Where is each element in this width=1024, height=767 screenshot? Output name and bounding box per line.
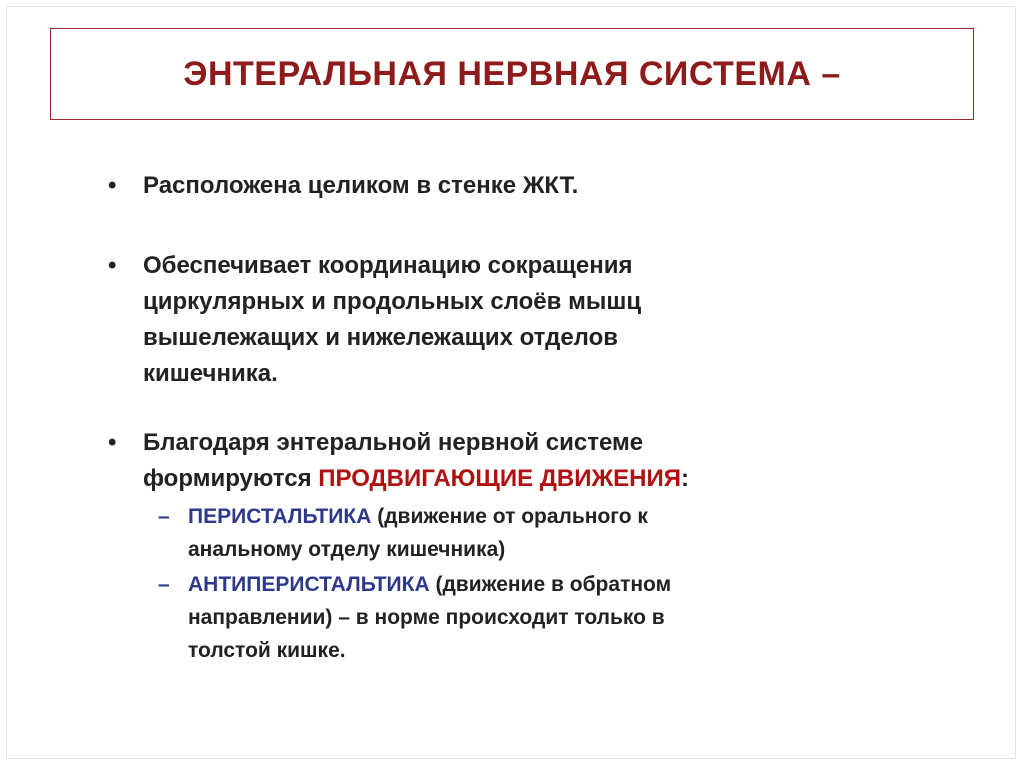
bullet-2-line-3: вышележащих и нижележащих отделов [143,324,619,351]
bullet-2-line-2: циркулярных и продольных слоёв мышц [143,288,642,315]
bullet-3-line-2 [143,461,903,497]
bullet-3-text [143,425,903,497]
sub-bullet-1-text [188,500,888,566]
sub-bullet-1-line-1-rest: (движение от орального к [371,505,648,528]
bullet-2-line-1: Обеспечивает координацию сокращения [143,252,633,279]
sub-bullet-2-line-1-rest: (движение в обратном [429,573,672,596]
term-peristalsis: ПЕРИСТАЛЬТИКА [188,505,372,528]
bullet-3-line-1: Благодаря энтеральной нервной системе [143,429,644,456]
bullet-marker: • [108,172,117,199]
highlight-propulsive-movements: ПРОДВИГАЮЩИЕ ДВИЖЕНИЯ [318,465,681,492]
bullet-2-line-4: кишечника. [143,360,278,387]
sub-bullet-2-line-1 [188,568,888,601]
bullet-3-line-2-prefix: формируются [143,465,319,492]
bullet-3-line-2-suffix: : [681,465,689,492]
bullet-2-text [143,248,903,392]
sub-bullet-dash: – [158,505,170,528]
bullet-1-line-1: Расположена целиком в стенке ЖКТ. [143,172,579,199]
term-antiperistalsis: АНТИПЕРИСТАЛЬТИКА [188,573,430,596]
sub-bullet-2-line-3: толстой кишке. [188,639,346,662]
bullet-marker: • [108,429,117,456]
bullet-marker: • [108,252,117,279]
bullet-1-text [143,168,903,204]
sub-bullet-1-line-2: анальному отделу кишечника) [188,538,506,561]
sub-bullet-2-text [188,568,888,667]
sub-bullet-dash: – [158,573,170,596]
sub-bullet-1-line-1 [188,500,888,533]
sub-bullet-2-line-2: направлении) – в норме происходит только в [188,606,665,629]
slide-title: ЭНТЕРАЛЬНАЯ НЕРВНАЯ СИСТЕМА – [183,54,841,93]
